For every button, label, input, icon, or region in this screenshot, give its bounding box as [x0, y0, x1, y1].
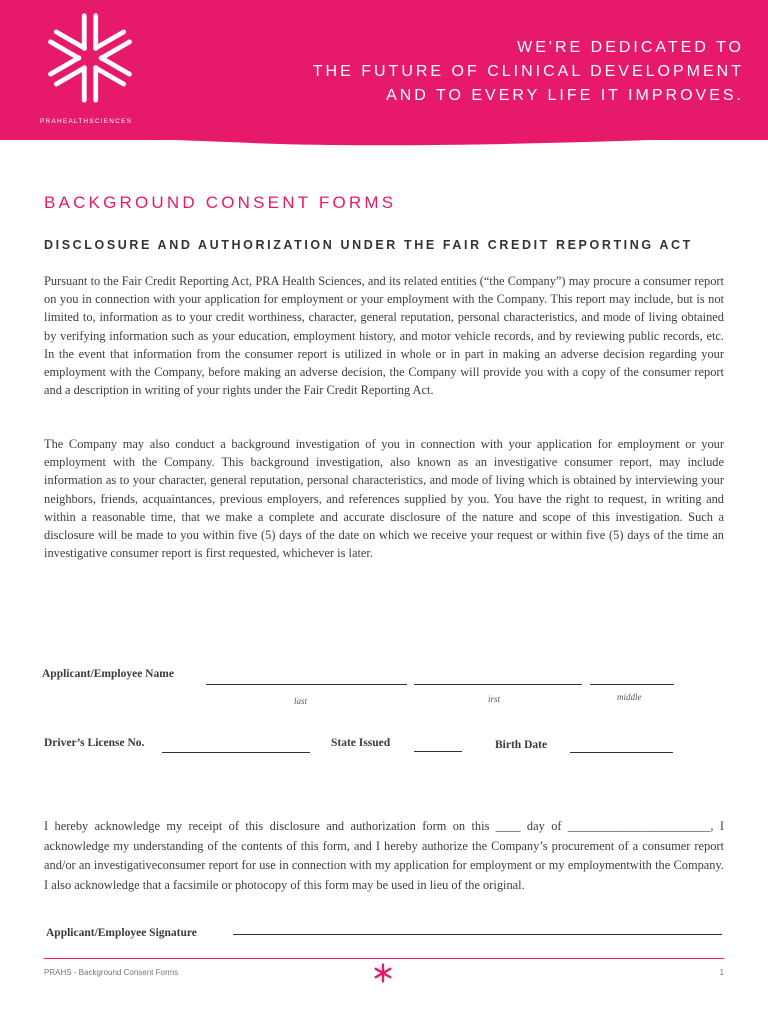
tagline-line: THE FUTURE OF CLINICAL DEVELOPMENT	[312, 63, 744, 80]
license-label: Driver’s License No.	[44, 737, 145, 749]
first-caption: irst	[488, 694, 501, 704]
logo-wordmark: PRAHEALTHSCIENCES	[40, 118, 133, 125]
tagline-line: AND TO EVERY LIFE IT IMPROVES.	[386, 87, 744, 104]
birth-date-label: Birth Date	[495, 739, 548, 751]
signature-field[interactable]	[233, 934, 722, 935]
last-name-field[interactable]	[206, 684, 407, 685]
page-title: BACKGROUND CONSENT FORMS	[44, 193, 397, 212]
last-caption: last	[294, 696, 308, 706]
tagline-line: WE'RE DEDICATED TO	[517, 39, 744, 56]
first-name-field[interactable]	[414, 684, 582, 685]
middle-caption: middle	[617, 692, 642, 702]
header-tagline	[313, 36, 744, 108]
name-label: Applicant/Employee Name	[42, 668, 174, 680]
middle-name-field[interactable]	[590, 684, 674, 685]
footer-asterisk-icon	[373, 963, 393, 983]
section-subtitle: DISCLOSURE AND AUTHORIZATION UNDER THE FAIR CREDIT REPORTING ACT	[44, 238, 693, 252]
company-logo	[40, 10, 140, 130]
asterisk-logo-icon	[42, 10, 138, 106]
disclosure-paragraph: Pursuant to the Fair Credit Reporting Act, PRA Health Sciences, and its related entities (“the Company”) may procure a consumer report on you in connection with your application for employment or your employment with the Company. This report may include, but is not limited to, information as to your credit worthiness, character, general reputation, personal characteristics, and mode of living obtained by verifying information such as your education, employment history, and motor vehicle records, and by reviewing public records, etc. In the event that information from the consumer report is utilized in whole or in part in making an adverse decision regarding your employment with the Company, before making an adverse decision, the Company will provide you with a copy of the consumer report and a description in writing of your rights under the Fair Credit Reporting Act.	[44, 274, 724, 398]
signature-label: Applicant/Employee Signature	[46, 927, 197, 939]
footer-divider	[44, 958, 724, 959]
state-field[interactable]	[414, 751, 462, 752]
license-field[interactable]	[162, 752, 310, 753]
page-number: 1	[719, 968, 724, 977]
footer-label: PRAHS - Background Consent Forms	[44, 968, 179, 977]
investigation-paragraph: The Company may also conduct a background investigation of you in connection with your application for employment or your employment with the Company. This background investigation, also known as an investigative consumer report, may include information as to your character, general reputation, personal characteristics, and mode of living which is obtained by interviewing your neighbors, friends, acquaintances, previous employers, and references supplied by you. You have the right to request, in writing and within a reasonable time, that we make a complete and accurate disclosure of the nature and scope of this investigation. Such a disclosure will be made to you within five (5) days of the date on which we receive your request or within five (5) days of the time an investigative consumer report is first requested, whichever is later.	[44, 437, 724, 561]
acknowledgement-paragraph: I hereby acknowledge my receipt of this disclosure and authorization form on this ____ day of _______________________, I acknowledge my understanding of the contents of this form, and I hereby authorize the Company’s procurement of a consumer report and/or an investigativeconsumer report for use in connection with my application for employment or my employmentwith the Company. I also acknowledge that a facsimile or photocopy of this form may be used in lieu of the original.	[44, 819, 724, 892]
birth-date-field[interactable]	[570, 752, 673, 753]
state-label: State Issued	[331, 737, 391, 749]
